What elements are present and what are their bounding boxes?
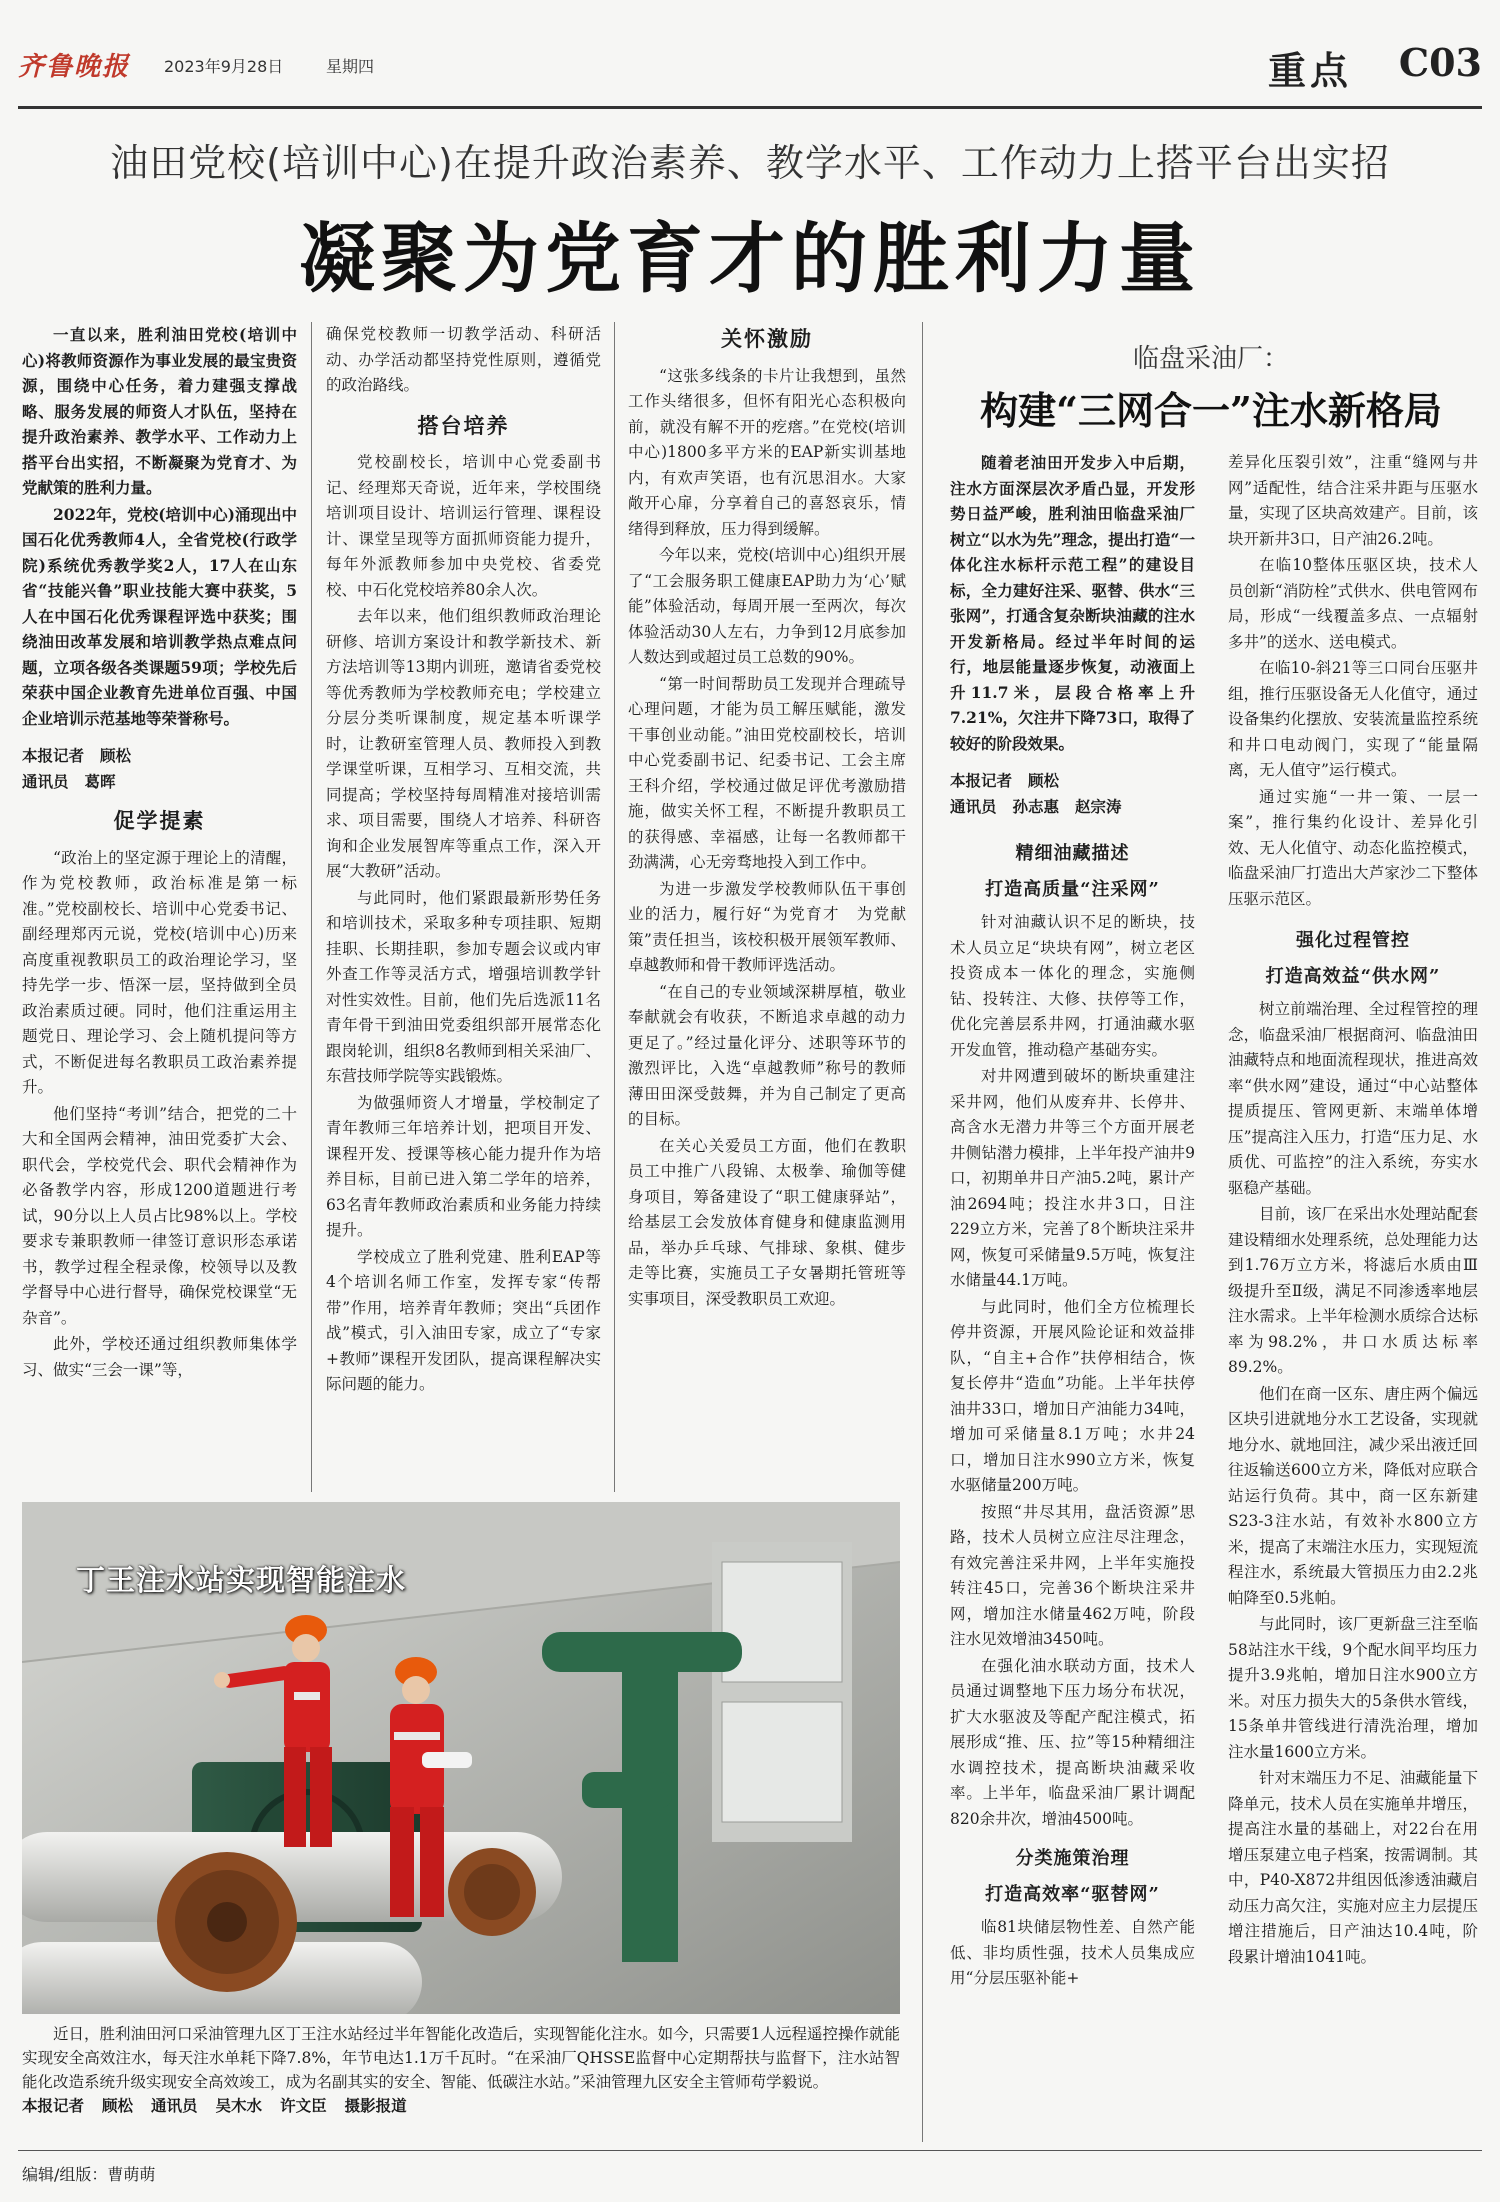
byline-role: 本报记者 xyxy=(950,771,1013,790)
byline-person: 顾松 xyxy=(100,746,132,765)
article-paragraph: “政治上的坚定源于理论上的清醒，作为党校教师，政治标准是第一标准。”党校副校长、培训中心党委书记、副经理郑丙元说，党校(培训中心)历来高度重视教职员工的政治理论学习，坚持先学一步、悟深一层，坚持做到全员政治素质过硬。同时，他们注重运用主题党日、理论学习、会上随机提问等方式，不断促进每名教职员工政治素养提升。 xyxy=(22,848,297,1096)
article-paragraph: 按照“井尽其用，盘活资源”思路，技术人员树立应注尽注理念，有效完善注采井网，上半年实施投转注45口，完善36个断块注采井网，增加注水储量462万吨，阶段注水见效增油3450吨。 xyxy=(950,1502,1195,1648)
section-subheading-injection-net: 打造高质量“注采网” xyxy=(985,878,1160,900)
section-name: 重点 xyxy=(1267,48,1352,93)
paper-logo: 齐鲁晚报 xyxy=(18,52,131,82)
article-paragraph: 党校副校长，培训中心党委副书记、经理郑天奇说，近年来，学校围绕培训项目设计、培训运行管理、课程设计、课堂呈现等方面抓师资能力提升，每年外派教师参加中央党校、省委党校、中石化党校培养80余人次。 xyxy=(326,453,601,599)
byline-correspondent xyxy=(950,794,1195,820)
byline-role: 通讯员 xyxy=(950,796,997,816)
photo-credit xyxy=(22,2094,900,2116)
article-paragraph: 他们坚持“考训”结合，把党的二十大和全国两会精神，油田党委扩大会、职代会，学校党代会、职代会精神作为必备教学内容，形成1200道题进行考试，90分以上人员占比98%以上。学校要求专兼职教师一律签订意识形态承诺书，教学过程全程录像，校领导以及教学督导中心进行督导，确保党校课堂“无杂音”。 xyxy=(22,1104,297,1327)
article-paragraph: 确保党校教师一切教学活动、科研活动、办学活动都坚持党性原则，遵循党的政治路线。 xyxy=(326,325,601,394)
article-paragraph: 在临10整体压驱区块，技术人员创新“消防栓”式供水、供电管网布局，形成“一线覆盖多点、一点辐射多井”的送水、送电模式。 xyxy=(1228,556,1478,651)
section-heading-promote: 促学提素 xyxy=(113,808,206,833)
article-paragraph: “这张多线条的卡片让我想到，虽然工作头绪很多，但怀有阳光心态积极向前，就没有解不开的疙瘩。”在党校(培训中心)1800多平方米的EAP新实训基地内，有欢声笑语，也有沉思泪水。大家敞开心扉，分享着自己的喜怒哀乐，情绪得到释放，压力得到缓解。 xyxy=(628,366,906,538)
photo-title: 丁王注水站实现智能注水 xyxy=(76,1563,407,1597)
article-column-3 xyxy=(628,322,906,1313)
right-article-column-1 xyxy=(950,450,1195,1993)
article-column-1 xyxy=(22,322,297,1384)
byline-reporter xyxy=(22,743,297,769)
article-paragraph: 与此同时，该厂更新盘三注至临58站注水干线，9个配水间平均压力提升3.9兆帕，增加日注水900立方米。对压力损失大的5条供水管线，15条单井管线进行清洗治理，增加注水量1600立方米。 xyxy=(1228,1615,1478,1761)
byline-role: 通讯员 xyxy=(22,771,69,791)
article-paragraph: 与此同时，他们紧跟最新形势任务和培训技术，采取多种专项挂职、短期挂职、长期挂职，参加专题会议或内审外查工作等灵活方式，增强培训教学针对性实效性。目前，他们先后选派11名青年骨干到油田党委组织部开展常态化跟岗轮训，组织8名教师到相关采油厂、东营技师学院等实践锻炼。 xyxy=(326,888,601,1085)
credit-person: 顾松 xyxy=(102,2096,134,2115)
issue-weekday: 星期四 xyxy=(326,57,375,76)
section-heading-care: 关怀激励 xyxy=(721,326,813,351)
article-paragraph: 差异化压裂引效”，注重“缝网与井网”适配性，结合注采井距与压驱水量，实现了区块高效建产。目前，该块开新井3口，日产油26.2吨。 xyxy=(1228,453,1478,548)
credit-person: 许文臣 xyxy=(280,2096,327,2115)
byline-person: 顾松 xyxy=(1028,771,1060,790)
byline-role: 本报记者 xyxy=(22,746,85,765)
masthead-rule xyxy=(18,106,1482,109)
editor-credit: 编辑/组版：曹萌萌 xyxy=(22,2165,156,2184)
article-paragraph: 针对油藏认识不足的断块，技术人员立足“块块有网”，树立老区投资成本一体化的理念，实施侧钻、投转注、大修、扶停等工作，优化完善层系井网，打通油藏水驱开发血管，推动稳产基础夯实。 xyxy=(950,913,1195,1059)
article-paragraph: 今年以来，党校(培训中心)组织开展了“工会服务职工健康EAP助力为‘心’赋能”体验活动，每周开展一至两次，每次体验活动30人左右，力争到12月底参加人数达到或超过员工总数的90%。 xyxy=(628,546,906,666)
article-paragraph: 在临10-斜21等三口同台压驱井组，推行压驱设备无人化值守，通过设备集约化摆放、安装流量监控系统和井口电动阀门，实现了“能量隔离，无人值守”运行模式。 xyxy=(1228,659,1478,779)
right-article-title: 构建“三网合一”注水新格局 xyxy=(980,388,1442,433)
article-paragraph: 与此同时，他们全方位梳理长停井资源，开展风险论证和效益排队，“自主+合作”扶停相结合，恢复长停井“造血”功能。上半年扶停油井33口，增加日产油能力34吨，增加可采储量8.1万吨；水井24口，增加日注水990立方米，恢复水驱储量200万吨。 xyxy=(950,1297,1195,1494)
section-subheading-supply-net: 打造高效益“供水网” xyxy=(1265,965,1441,987)
byline-reporter xyxy=(950,768,1195,794)
article-paragraph: 临81块储层物性差、自然产能低、非均质性强，技术人员集成应用“分层压驱补能+ xyxy=(950,1918,1195,1987)
article-paragraph: 去年以来，他们组织教师政治理论研修、培训方案设计和教学新技术、新方法培训等13期内训班，邀请省委党校等优秀教师为学校教师充电；学校建立分层分类听课制度，规定基本听课学时，让教研室管理人员、教师投入到教学课堂听课，互相学习、互相交流，共同提高；学校坚持每周精准对接培训需求、项目需要，围绕人才培养、科研咨询和企业发展智库等重点工作，深入开展“大教研”活动。 xyxy=(326,607,601,880)
section-subheading-displacement-net: 打造高效率“驱替网” xyxy=(985,1883,1160,1905)
article-paragraph: 树立前端治理、全过程管控的理念，临盘采油厂根据商河、临盘油田油藏特点和地面流程现状，推进高效率“供水网”建设，通过“中心站整体提质提压、管网更新、末端单体增压”提高注入压力，打造“压力足、水质优、可监控”的注入系统，夯实水驱稳产基础。 xyxy=(1228,1000,1478,1197)
right-article-column-2 xyxy=(1228,450,1478,1971)
credit-role: 通讯员 xyxy=(151,2096,198,2115)
article-column-2 xyxy=(326,322,601,1399)
byline-correspondent xyxy=(22,769,297,795)
article-paragraph: 2022年，党校(培训中心)涌现出中国石化优秀教师4人，全省党校(行政学院)系统优秀教学奖2人，17人在山东省“技能兴鲁”职业技能大赛中获奖，5人在中国石化优秀课程评选中获奖；围绕油田改革发展和培训教学热点难点问题，立项各级各类课题59项；学校先后荣获中国企业教育先进单位百强、中国企业培训示范基地等荣誉称号。 xyxy=(22,504,297,728)
article-paragraph: 针对末端压力不足、油藏能量下降单元，技术人员在实施单井增压，提高注水量的基础上，对22台在用增压泵建立电子档案，按需调制。其中，P40-X872井组因低渗透油藏启动压力高欠注，实施对应主力层提压增注措施后，日产油达10.4吨，阶段累计增油1041吨。 xyxy=(1228,1769,1478,1966)
footer-rule xyxy=(18,2150,1482,2151)
byline-person: 葛晖 xyxy=(84,771,116,791)
page-number: C03 xyxy=(1398,40,1482,85)
column-divider xyxy=(614,322,615,1492)
article-paragraph: 他们在商一区东、唐庄两个偏远区块引进就地分水工艺设备，实现就地分水、就地回注，减少采出液迁回往返输送600立方米，降低对应联合站运行负荷。其中，商一区东新建S23-3注水站，有效补水800立方米，提高了末端注水压力，实现短流程注水，系统最大管损压力由2.2兆帕降至0.5兆帕。 xyxy=(1228,1384,1478,1607)
section-heading-reservoir: 精细油藏描述 xyxy=(1015,843,1130,864)
article-paragraph: 为进一步激发学校教师队伍干事创业的活力，履行好“为党育才 为党献策”责任担当，该校积极开展领军教师、卓越教师和骨干教师评选活动。 xyxy=(628,879,906,974)
right-article-lead: 随着老油田开发步入中后期，注水方面深层次矛盾凸显，开发形势日益严峻，胜利油田临盘采油厂树立“以水为先”理念，提出打造“一体化注水标杆示范工程”的建设目标，全力建好注采、驱替、供水“三张网”，打通含复杂断块油藏的注水开发新格局。经过半年时间的运行，地层能量逐步恢复，动液面上升11.7米，层段合格率上升7.21%，欠注井下降73口，取得了较好的阶段效果。 xyxy=(950,453,1195,753)
article-paragraph: 为做强师资人才增量，学校制定了青年教师三年培养计划，把项目开发、课程开发、授课等核心能力提升作为培养目标，目前已进入第二学年的培养，63名青年教师政治素质和业务能力持续提升。 xyxy=(326,1093,601,1239)
article-divider xyxy=(922,322,923,2142)
article-paragraph: 对井网遭到破坏的断块重建注采井网，他们从废弃井、长停井、高含水无潜力井等三个方面开展老井侧钻潜力模排，上半年投产油井9口，初期单井日产油5.2吨，累计产油2694吨；投注水井3口，日注229立方米，完善了8个断块注采井网，恢复可采储量9.5万吨，恢复注水储量44.1万吨。 xyxy=(950,1067,1195,1289)
article-paragraph: 此外，学校还通过组织教师集体学习、做实“三会一课”等， xyxy=(22,1335,297,1379)
article-paragraph: 学校成立了胜利党建、胜利EAP等4个培训名师工作室，发挥专家“传帮带”作用，培养青年教师；突出“兵团作战”模式，引入油田专家，成立了“专家+教师”课程开发团队，提高课程解决实际问题的能力。 xyxy=(326,1247,601,1393)
column-divider xyxy=(311,322,312,1492)
article-paragraph: “在自己的专业领域深耕厚植，敬业奉献就会有收获，不断追求卓越的动力更足了。”经过量化评分、述职等环节的激烈评比，入选“卓越教师”称号的教师薄田田深受鼓舞，并为自己制定了更高的目标。 xyxy=(628,982,906,1128)
article-paragraph: 通过实施“一井一策、一层一案”，推行集约化设计、差异化引效、无人化值守、动态化监控模式，临盘采油厂打造出大芦家沙二下整体压驱示范区。 xyxy=(1228,787,1478,908)
issue-date: 2023年9月28日 xyxy=(164,57,284,76)
article-paragraph: “第一时间帮助员工发现并合理疏导心理问题，才能为员工解压赋能，激发干事创业动能。”油田党校副校长，培训中心党委副书记、纪委书记、工会主席王科介绍，学校通过做足评优考激励措施，做实关怀工程，不断提升教职员工的获得感、幸福感，让每一名教师都干劲满满，心无旁骛地投入到工作中。 xyxy=(628,674,906,871)
credit-role: 本报记者 xyxy=(22,2096,85,2115)
section-heading-platform: 搭台培养 xyxy=(417,412,510,438)
article-paragraph: 目前，该厂在采出水处理站配套建设精细水处理系统，总处理能力达到1.76万立方米，将滤后水质由Ⅲ级提升至Ⅱ级，满足不同渗透率地层注水需求。上半年检测水质综合达标率为98.2%，井口水质达标率89.2%。 xyxy=(1228,1205,1478,1376)
masthead xyxy=(18,10,1482,120)
article-paragraph: 在强化油水联动方面，技术人员通过调整地下压力场分布状况，扩大水驱波及等配产配注模式，拓展形成“推、压、拉”等15种精细注水调控技术，提高断块油藏采收率。上半年，临盘采油厂累计调配820余井次，增油4500吨。 xyxy=(950,1656,1195,1828)
photo-caption: 近日，胜利油田河口采油管理九区丁王注水站经过半年智能化改造后，实现智能化注水。如今，只需要1人远程遥控操作就能实现安全高效注水，每天注水单耗下降7.8%，年节电达1.1万千瓦时。“在采油厂QHSSE监督中心定期帮扶与监督下，注水站智能化改造系统升级实现安全高效竣工，成为名副其实的安全、智能、低碳注水站。”采油管理九区安全主管师苟学毅说。 xyxy=(22,2025,900,2091)
byline-person: 赵宗涛 xyxy=(1075,796,1122,816)
news-photo xyxy=(22,1502,900,2014)
right-article-kicker: 临盘采油厂： xyxy=(1132,344,1289,374)
credit-note: 摄影报道 xyxy=(344,2096,407,2115)
article-subtitle: 油田党校(培训中心)在提升政治素养、教学水平、工作动力上搭平台出实招 xyxy=(110,141,1390,185)
article-lead: 一直以来，胜利油田党校(培训中心)将教师资源作为事业发展的最宝贵资源，围绕中心任务，着力建强支撑战略、服务发展的师资人才队伍，坚持在提升政治素养、教学水平、工作动力上搭平台出实招，不断凝聚为党育才、为党献策的胜利力量。 xyxy=(22,325,297,497)
byline-person: 孙志惠 xyxy=(1012,796,1060,816)
article-paragraph: 在关心关爱员工方面，他们在教职员工中推广八段锦、太极拳、瑜伽等健身项目，筹备建设了“职工健康驿站”，给基层工会发放体育健身和健康监测用品，举办乒乓球、气排球、象棋、健步走等比赛，实施员工子女暑期托管班等实事项目，深受教职员工欢迎。 xyxy=(628,1136,906,1308)
article-title: 凝聚为党育才的胜利力量 xyxy=(299,214,1201,303)
credit-person: 吴木水 xyxy=(215,2096,263,2115)
section-heading-classification: 分类施策治理 xyxy=(1015,1848,1130,1869)
section-heading-process-control: 强化过程管控 xyxy=(1296,930,1410,951)
